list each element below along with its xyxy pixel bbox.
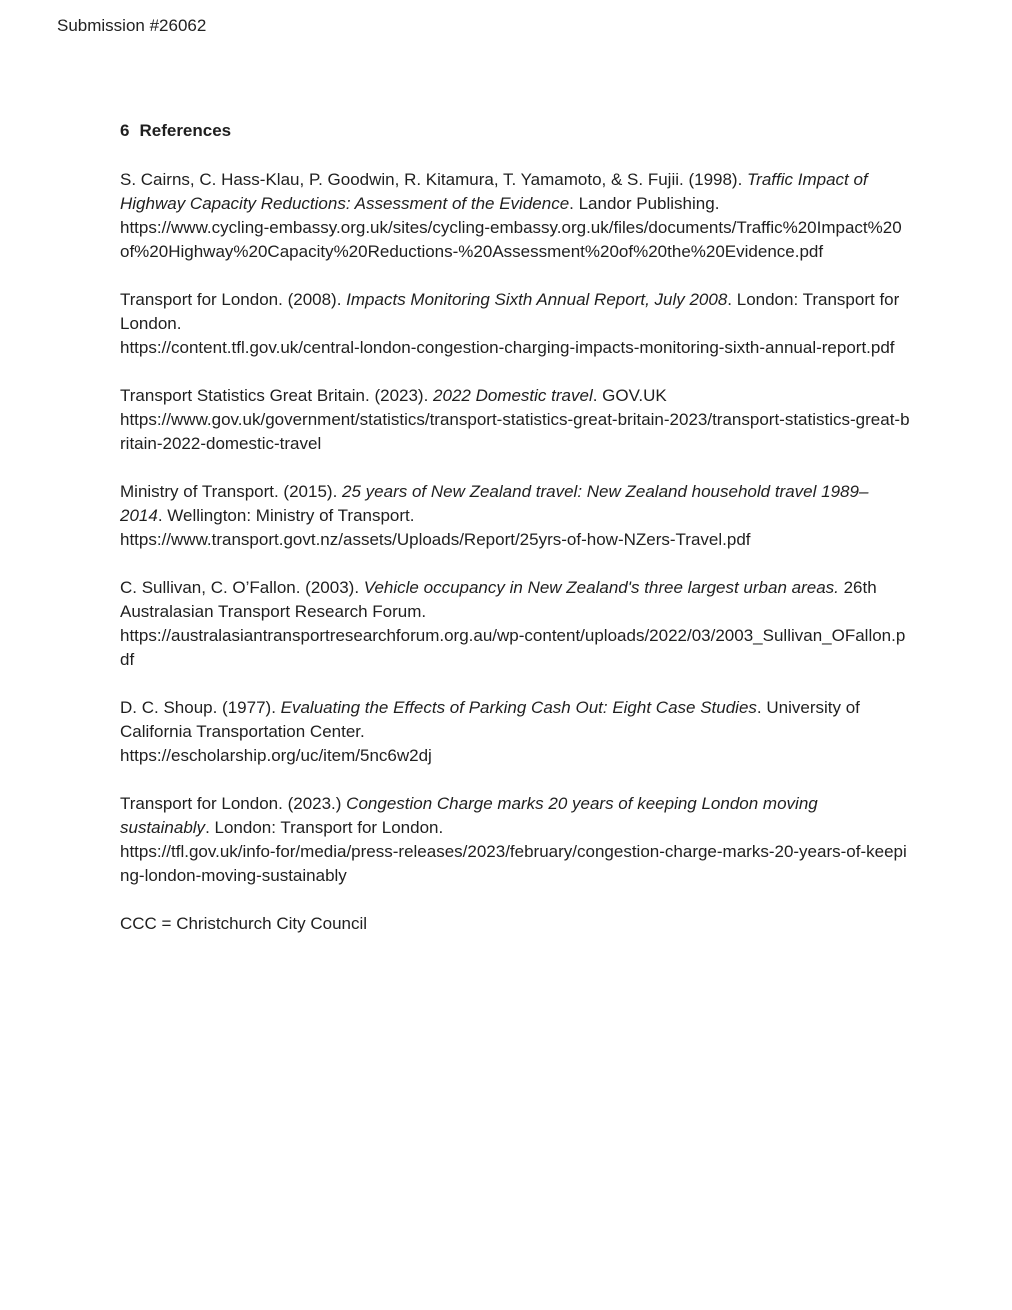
reference-entry [120, 576, 910, 672]
reference-entry [120, 288, 910, 360]
reference-authors: D. C. Shoup. (1977). [120, 698, 281, 717]
submission-header: Submission #26062 [57, 16, 207, 35]
reference-url[interactable]: https://australasiantransportresearchforum.org.au/wp-content/uploads/2022/03/2003_Sullivan_OFallon.pdf [120, 626, 906, 669]
reference-url[interactable]: https://www.transport.govt.nz/assets/Uploads/Report/25yrs-of-how-NZers-Travel.pdf [120, 530, 751, 549]
reference-authors: C. Sullivan, C. O’Fallon. (2003). [120, 578, 364, 597]
reference-url[interactable]: https://escholarship.org/uc/item/5nc6w2dj [120, 746, 432, 765]
reference-entry [120, 792, 910, 888]
section-title: References [139, 121, 232, 140]
reference-url[interactable]: https://tfl.gov.uk/info-for/media/press-releases/2023/february/congestion-charge-marks-20-years-of-keeping-london-moving-sustainably [120, 842, 907, 885]
reference-publisher: . Landor Publishing. [569, 194, 720, 213]
reference-publisher: . GOV.UK [592, 386, 667, 405]
reference-authors: Ministry of Transport. (2015). [120, 482, 343, 501]
abbreviation-note: CCC = Christchurch City Council [120, 914, 368, 933]
reference-publisher: . University of California Transportation Center. [120, 698, 860, 741]
reference-title: Impacts Monitoring Sixth Annual Report, July 2008 [346, 290, 728, 309]
section-number: 6 [120, 121, 130, 140]
reference-entry [120, 384, 910, 456]
references-section [120, 120, 910, 936]
reference-url[interactable]: https://content.tfl.gov.uk/central-london-congestion-charging-impacts-monitoring-sixth-annual-report.pdf [120, 338, 895, 357]
reference-title: Congestion Charge marks 20 years of keeping London moving sustainably [120, 794, 818, 837]
reference-entry [120, 168, 910, 264]
section-heading [120, 120, 910, 142]
reference-entry [120, 480, 910, 552]
reference-title: 25 years of New Zealand travel: New Zealand household travel 1989–2014 [120, 482, 869, 525]
reference-url[interactable]: https://www.cycling-embassy.org.uk/sites/cycling-embassy.org.uk/files/documents/Traffic%20Impact%20of%20Highway%20Capacity%20Reductions-%20Assessment%20of%20the%20Evidence.pdf [120, 218, 902, 261]
reference-title: 2022 Domestic travel [433, 386, 593, 405]
reference-title: Traffic Impact of Highway Capacity Reductions: Assessment of the Evidence [120, 170, 868, 213]
reference-publisher: . London: Transport for London. [120, 290, 900, 333]
reference-authors: Transport Statistics Great Britain. (2023). [120, 386, 434, 405]
reference-publisher: . London: Transport for London. [205, 818, 444, 837]
reference-authors: Transport for London. (2008). [120, 290, 347, 309]
reference-title: Vehicle occupancy in New Zealand's three largest urban areas. [363, 578, 839, 597]
reference-publisher: . Wellington: Ministry of Transport. [157, 506, 415, 525]
reference-publisher: 26th Australasian Transport Research Forum. [120, 578, 877, 621]
reference-url[interactable]: https://www.gov.uk/government/statistics/transport-statistics-great-britain-2023/transport-statistics-great-britain-2022-domestic-travel [120, 410, 910, 453]
reference-title: Evaluating the Effects of Parking Cash Out: Eight Case Studies [280, 698, 757, 717]
reference-entry [120, 696, 910, 768]
reference-authors: Transport for London. (2023.) [120, 794, 347, 813]
reference-authors: S. Cairns, C. Hass-Klau, P. Goodwin, R. Kitamura, T. Yamamoto, & S. Fujii. (1998). [120, 170, 748, 189]
